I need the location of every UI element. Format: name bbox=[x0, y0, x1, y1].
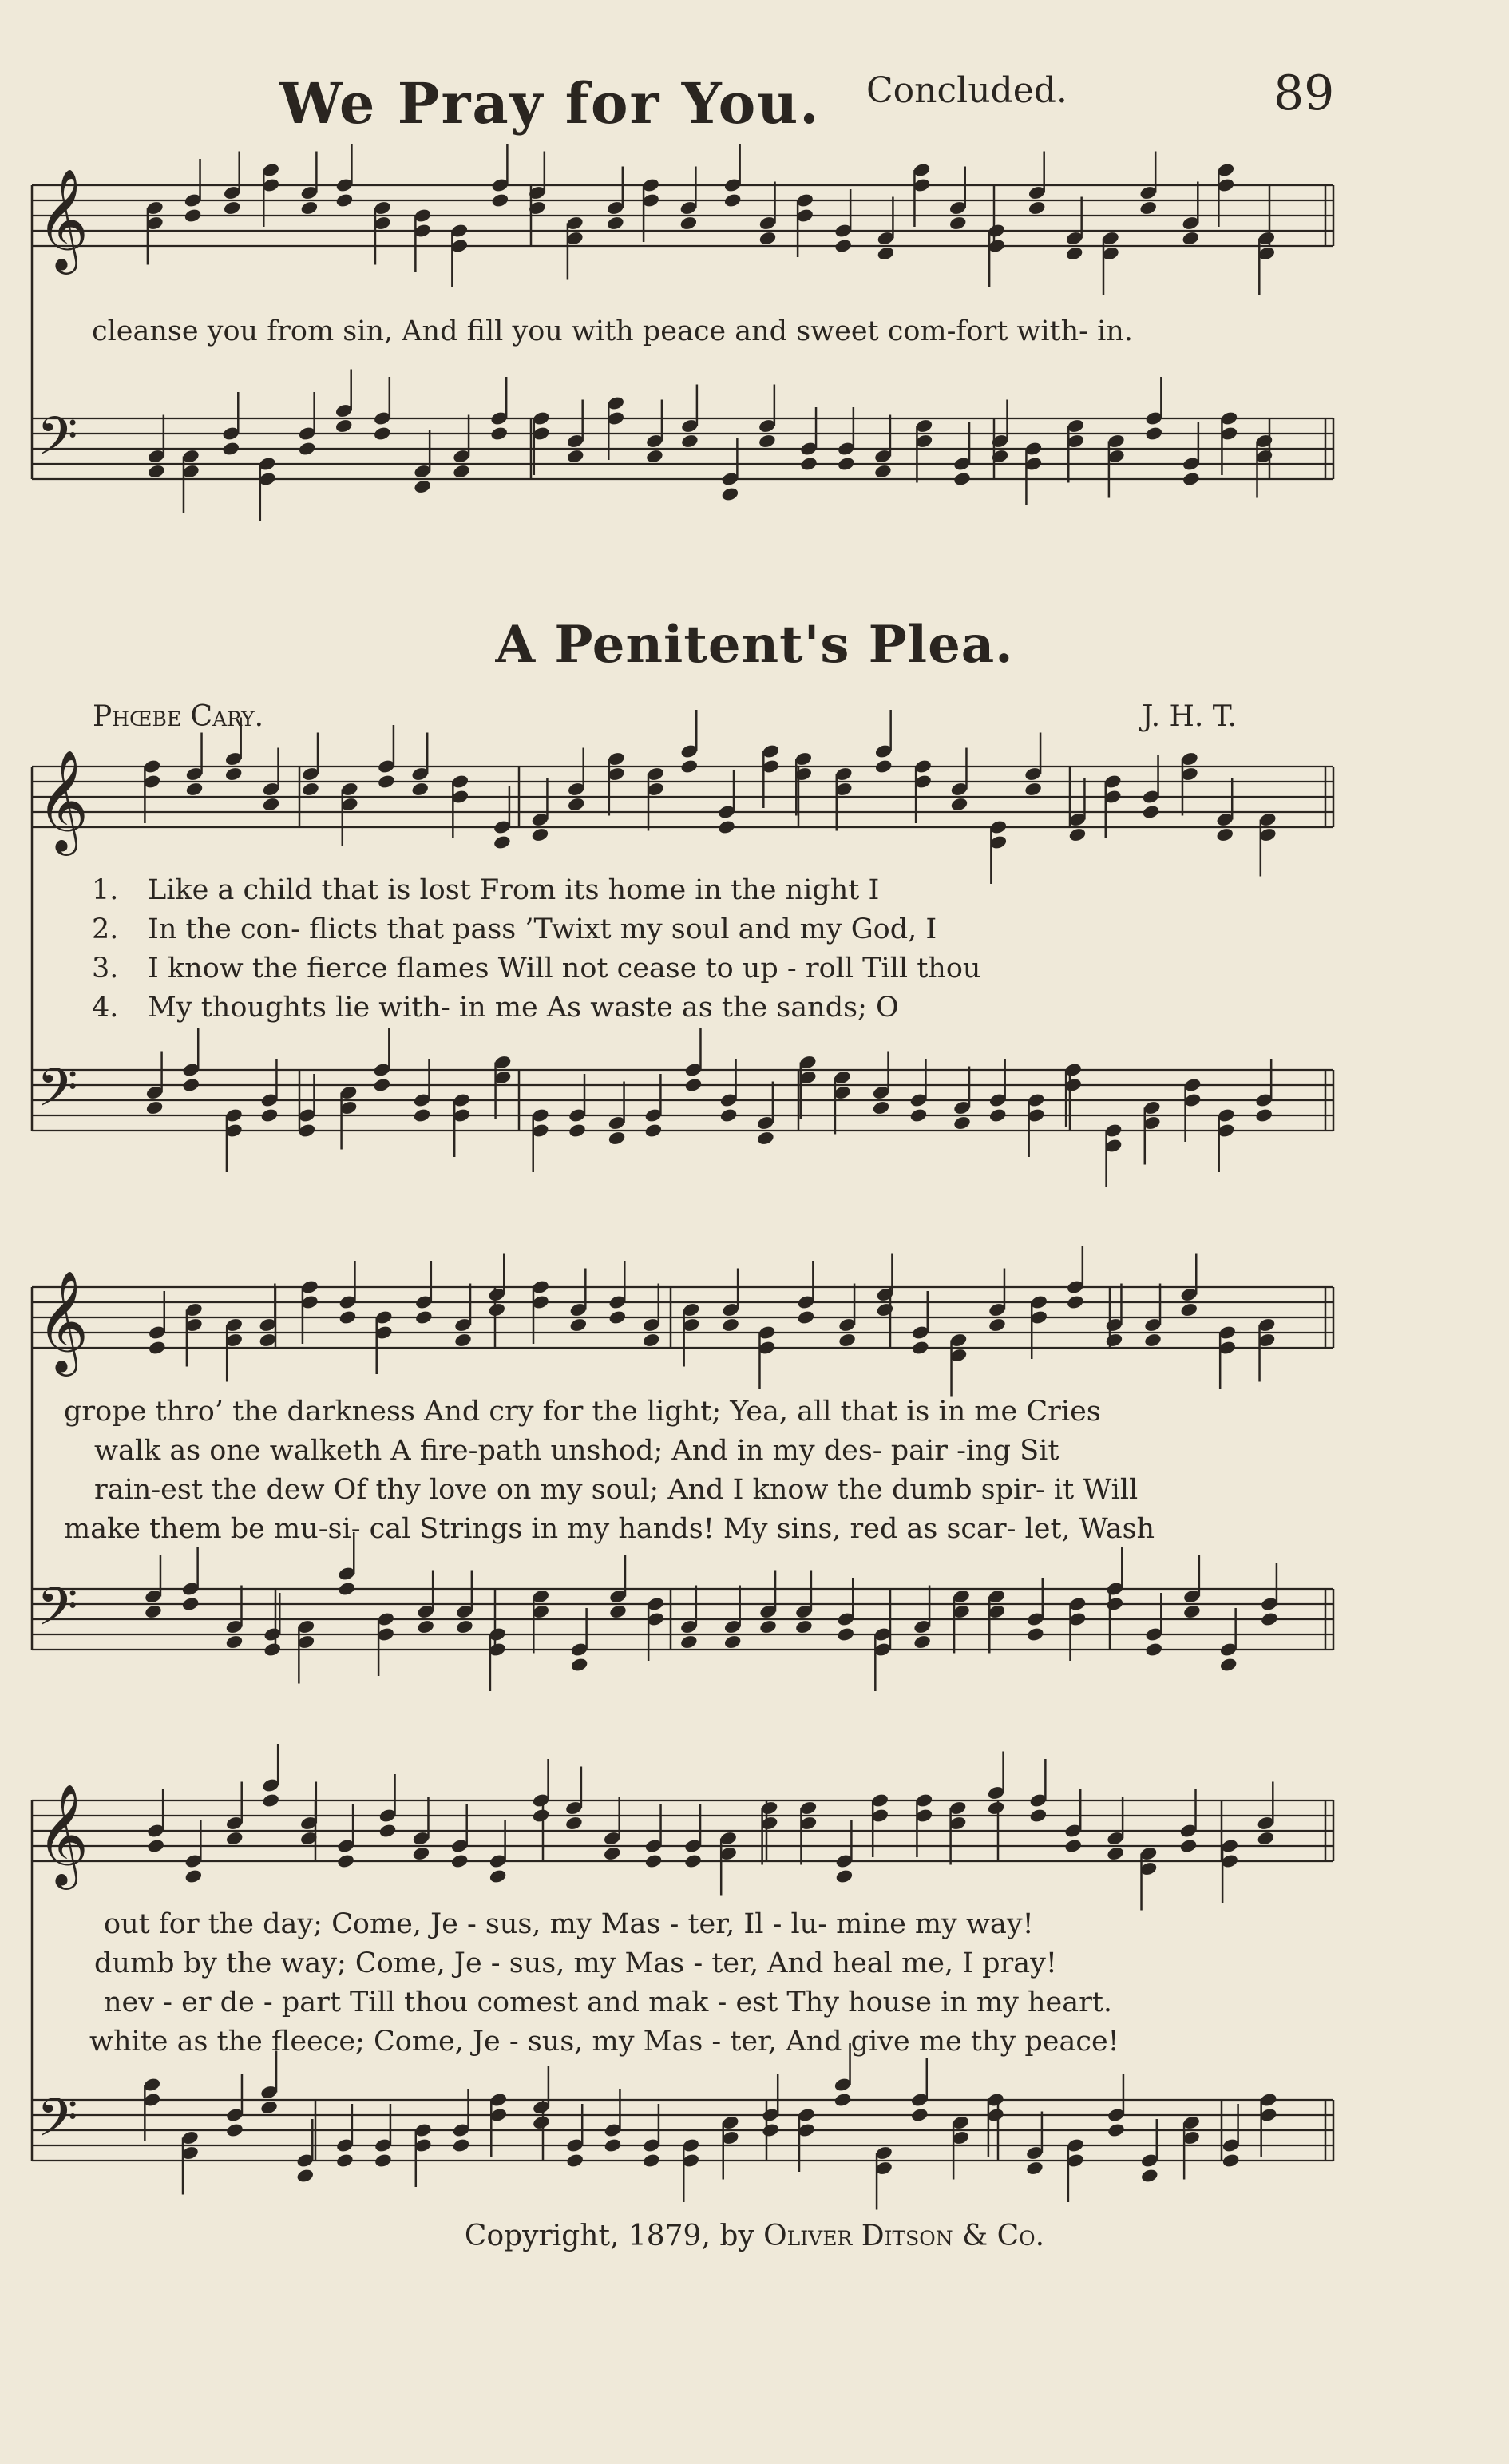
note-head bbox=[608, 1604, 628, 1620]
treble-clef-icon: 𝄞 bbox=[37, 168, 89, 270]
note-head bbox=[679, 759, 699, 774]
page-number: 89 bbox=[1273, 65, 1335, 121]
note-head bbox=[1025, 2161, 1044, 2177]
note-head bbox=[259, 2100, 279, 2116]
note-head bbox=[262, 797, 281, 813]
note-head bbox=[606, 216, 625, 232]
note-head bbox=[604, 2137, 623, 2153]
note-head bbox=[1106, 1846, 1125, 1862]
note-head bbox=[263, 1642, 282, 1658]
note-head bbox=[642, 1333, 661, 1349]
note-head bbox=[721, 486, 740, 502]
note-head bbox=[876, 1302, 895, 1318]
note-head bbox=[1024, 782, 1043, 798]
note-head bbox=[452, 2137, 471, 2153]
note-head bbox=[567, 797, 586, 813]
verse-line: dumb by the way; Come, Je - sus, my Mas - ter, And heal me, I pray! bbox=[94, 1947, 1057, 1979]
note-head bbox=[335, 2153, 354, 2169]
note-head bbox=[679, 216, 699, 232]
note-head bbox=[873, 464, 893, 480]
verse-line: walk as one walketh A fire-path unshod; And in my des- pair -ing Sit bbox=[94, 1435, 1059, 1467]
treble-clef-icon: 𝄞 bbox=[37, 1270, 89, 1372]
note-head bbox=[1026, 1626, 1045, 1642]
note-head bbox=[493, 834, 512, 850]
note-head bbox=[300, 200, 319, 216]
note-head bbox=[223, 200, 242, 216]
note-head bbox=[717, 819, 736, 835]
note-head bbox=[1219, 1657, 1238, 1673]
note-head bbox=[608, 1309, 627, 1325]
note-head bbox=[877, 246, 896, 262]
note-head bbox=[603, 1846, 622, 1862]
verse-line: nev - er de - part Till thou comest and mak - est Thy house in my heart. bbox=[104, 1987, 1113, 2018]
note-head bbox=[373, 1077, 392, 1093]
verse-line: rain-est the dew Of thy love on my soul; And I know the dumb spir- it Will bbox=[94, 1474, 1139, 1506]
note-head bbox=[260, 1107, 279, 1123]
verse-line: In the con- flicts that pass ’Twixt my soul and my God, I bbox=[148, 913, 937, 945]
note-head bbox=[953, 471, 972, 487]
note-head bbox=[144, 1604, 163, 1620]
note-head bbox=[1144, 1642, 1163, 1658]
note-head bbox=[1215, 827, 1234, 843]
note-head bbox=[684, 1077, 703, 1093]
note-head bbox=[565, 2153, 584, 2169]
note-head bbox=[184, 1868, 204, 1884]
note-head bbox=[1028, 200, 1047, 216]
note-head bbox=[836, 1626, 855, 1642]
note-head bbox=[489, 1868, 508, 1884]
note-head bbox=[761, 2122, 780, 2138]
note-head bbox=[837, 456, 856, 472]
note-head bbox=[799, 456, 818, 472]
note-head bbox=[335, 418, 354, 434]
note-head bbox=[1029, 1808, 1048, 1824]
note-head bbox=[410, 782, 430, 798]
note-head bbox=[1139, 200, 1158, 216]
note-head bbox=[148, 1340, 167, 1356]
note-head bbox=[487, 1302, 506, 1318]
note-head bbox=[834, 2092, 853, 2108]
note-head bbox=[756, 1131, 775, 1147]
note-head bbox=[564, 1816, 584, 1832]
note-head bbox=[374, 2153, 393, 2169]
note-head bbox=[1143, 1333, 1162, 1349]
note-head bbox=[683, 1853, 703, 1869]
note-head bbox=[949, 216, 968, 232]
bass-clef-icon: 𝄢 bbox=[37, 406, 78, 480]
note-head bbox=[377, 774, 396, 790]
note-head bbox=[1140, 2168, 1159, 2184]
note-head bbox=[642, 2153, 661, 2169]
note-head bbox=[532, 1808, 551, 1824]
copyright-publisher: Oliver Ditson & Co. bbox=[763, 2220, 1045, 2252]
note-head bbox=[874, 759, 893, 774]
note-head bbox=[1260, 1611, 1279, 1627]
note-head bbox=[1063, 1838, 1083, 1854]
note-head bbox=[225, 2122, 244, 2138]
note-head bbox=[1222, 2153, 1241, 2169]
note-head bbox=[1182, 1604, 1202, 1620]
note-head bbox=[719, 1107, 739, 1123]
note-head bbox=[758, 1619, 778, 1635]
note-head bbox=[335, 192, 354, 208]
song-title: A Penitent's Plea. bbox=[495, 615, 1014, 675]
verse-line: grope thro’ the darkness And cry for the light; Yea, all that is in me Cries bbox=[64, 1396, 1101, 1428]
note-head bbox=[1105, 1596, 1124, 1612]
note-head bbox=[1107, 2122, 1126, 2138]
note-head bbox=[758, 434, 777, 450]
treble-clef-icon: 𝄞 bbox=[37, 1783, 89, 1885]
note-head bbox=[225, 1831, 244, 1847]
note-head bbox=[1065, 246, 1084, 262]
note-head bbox=[1145, 426, 1164, 442]
lyricist-credit: Phœbe Cary. bbox=[93, 700, 264, 733]
verse-number: 1. bbox=[92, 874, 119, 906]
note-head bbox=[491, 192, 510, 208]
note-head bbox=[455, 1619, 474, 1635]
note-head bbox=[339, 1309, 358, 1325]
verse-line: white as the fleece; Come, Je - sus, my Mas - ter, And give me thy peace! bbox=[89, 2026, 1119, 2058]
note-head bbox=[1179, 1838, 1198, 1854]
page-header-concluded: Concluded. bbox=[866, 70, 1067, 111]
note-head bbox=[645, 449, 664, 465]
note-head bbox=[224, 767, 244, 782]
verse-line: out for the day; Come, Je - sus, my Mas - ter, Il - lu- mine my way! bbox=[104, 1908, 1034, 1940]
note-head bbox=[1254, 1107, 1273, 1123]
note-head bbox=[911, 1340, 930, 1356]
note-head bbox=[568, 1123, 587, 1139]
verse-line: I know the fierce flames Will not cease to up - roll Till thou bbox=[148, 953, 981, 984]
note-head bbox=[644, 1123, 663, 1139]
note-head bbox=[295, 2168, 315, 2184]
page-header-title: We Pray for You. bbox=[279, 70, 821, 137]
verse-line: Like a child that is lost From its home in the night I bbox=[148, 874, 880, 906]
note-head bbox=[835, 1868, 854, 1884]
copyright-notice bbox=[0, 2220, 1509, 2252]
note-head bbox=[412, 1846, 431, 1862]
note-head bbox=[531, 827, 550, 843]
note-head bbox=[910, 2107, 929, 2123]
note-head bbox=[1105, 1333, 1124, 1349]
note-head bbox=[450, 1853, 469, 1869]
note-head bbox=[721, 1317, 740, 1333]
note-head bbox=[1181, 231, 1200, 247]
bass-clef-icon: 𝄢 bbox=[37, 1576, 78, 1650]
note-head bbox=[566, 449, 585, 465]
verse-number: 4. bbox=[92, 992, 119, 1024]
note-head bbox=[453, 1333, 473, 1349]
note-head bbox=[758, 231, 778, 247]
note-head bbox=[569, 1317, 588, 1333]
note-head bbox=[298, 441, 317, 457]
note-head bbox=[146, 1838, 165, 1854]
note-head bbox=[1182, 471, 1201, 487]
note-head bbox=[838, 1333, 857, 1349]
note-head bbox=[413, 479, 432, 495]
verse-line: make them be mu-si- cal Strings in my hands! My sins, red as scar- let, Wash bbox=[64, 1513, 1155, 1545]
note-head bbox=[225, 1634, 244, 1650]
note-head bbox=[416, 1619, 435, 1635]
note-head bbox=[723, 1634, 743, 1650]
staff bbox=[32, 1800, 1333, 1861]
note-head bbox=[834, 238, 853, 254]
note-head bbox=[145, 1100, 164, 1116]
note-head bbox=[532, 2115, 551, 2131]
note-head bbox=[414, 1309, 434, 1325]
note-head bbox=[1257, 1831, 1276, 1847]
note-head bbox=[181, 1596, 200, 1612]
note-head bbox=[680, 434, 699, 450]
note-head bbox=[909, 1107, 929, 1123]
note-head bbox=[184, 208, 203, 224]
treble-clef-icon: 𝄞 bbox=[37, 749, 89, 851]
note-head bbox=[221, 441, 240, 457]
note-head bbox=[261, 1793, 280, 1808]
note-head bbox=[570, 1657, 589, 1673]
note-head bbox=[608, 1131, 627, 1147]
verse-line: My thoughts lie with- in me As waste as the sands; O bbox=[148, 992, 899, 1024]
note-head bbox=[794, 1619, 814, 1635]
note-head bbox=[301, 782, 320, 798]
note-head bbox=[185, 782, 204, 798]
note-head bbox=[489, 426, 509, 442]
bass-clef-icon: 𝄢 bbox=[37, 2087, 78, 2161]
note-head bbox=[988, 1107, 1008, 1123]
note-head bbox=[1179, 1302, 1198, 1318]
note-head bbox=[988, 1317, 1007, 1333]
note-head bbox=[913, 1634, 932, 1650]
note-head bbox=[644, 1853, 663, 1869]
note-head bbox=[953, 1115, 972, 1131]
copyright-prefix: Copyright, 1879, by bbox=[464, 2220, 754, 2252]
note-head bbox=[373, 426, 392, 442]
note-head bbox=[452, 464, 471, 480]
verse-number: 3. bbox=[92, 953, 119, 984]
note-head bbox=[147, 464, 166, 480]
note-head bbox=[679, 1634, 699, 1650]
note-head bbox=[259, 1333, 278, 1349]
note-head bbox=[1142, 804, 1161, 820]
note-head bbox=[723, 192, 743, 208]
note-head bbox=[378, 1823, 398, 1839]
first-song-lyric: cleanse you from sin, And fill you with peace and sweet com-fort with- in. bbox=[92, 315, 1133, 347]
note-head bbox=[413, 1107, 432, 1123]
note-head bbox=[987, 1800, 1006, 1816]
note-head bbox=[1066, 1294, 1085, 1310]
note-head bbox=[872, 1100, 891, 1116]
note-head bbox=[1068, 827, 1087, 843]
note-head bbox=[950, 797, 969, 813]
note-head bbox=[337, 1581, 356, 1597]
note-head bbox=[797, 1309, 816, 1325]
verse-number: 2. bbox=[92, 913, 119, 945]
bass-clef-icon: 𝄢 bbox=[37, 1057, 78, 1131]
note-head bbox=[181, 1077, 200, 1093]
composer-credit: J. H. T. bbox=[1142, 700, 1237, 733]
note-head bbox=[336, 1853, 355, 1869]
